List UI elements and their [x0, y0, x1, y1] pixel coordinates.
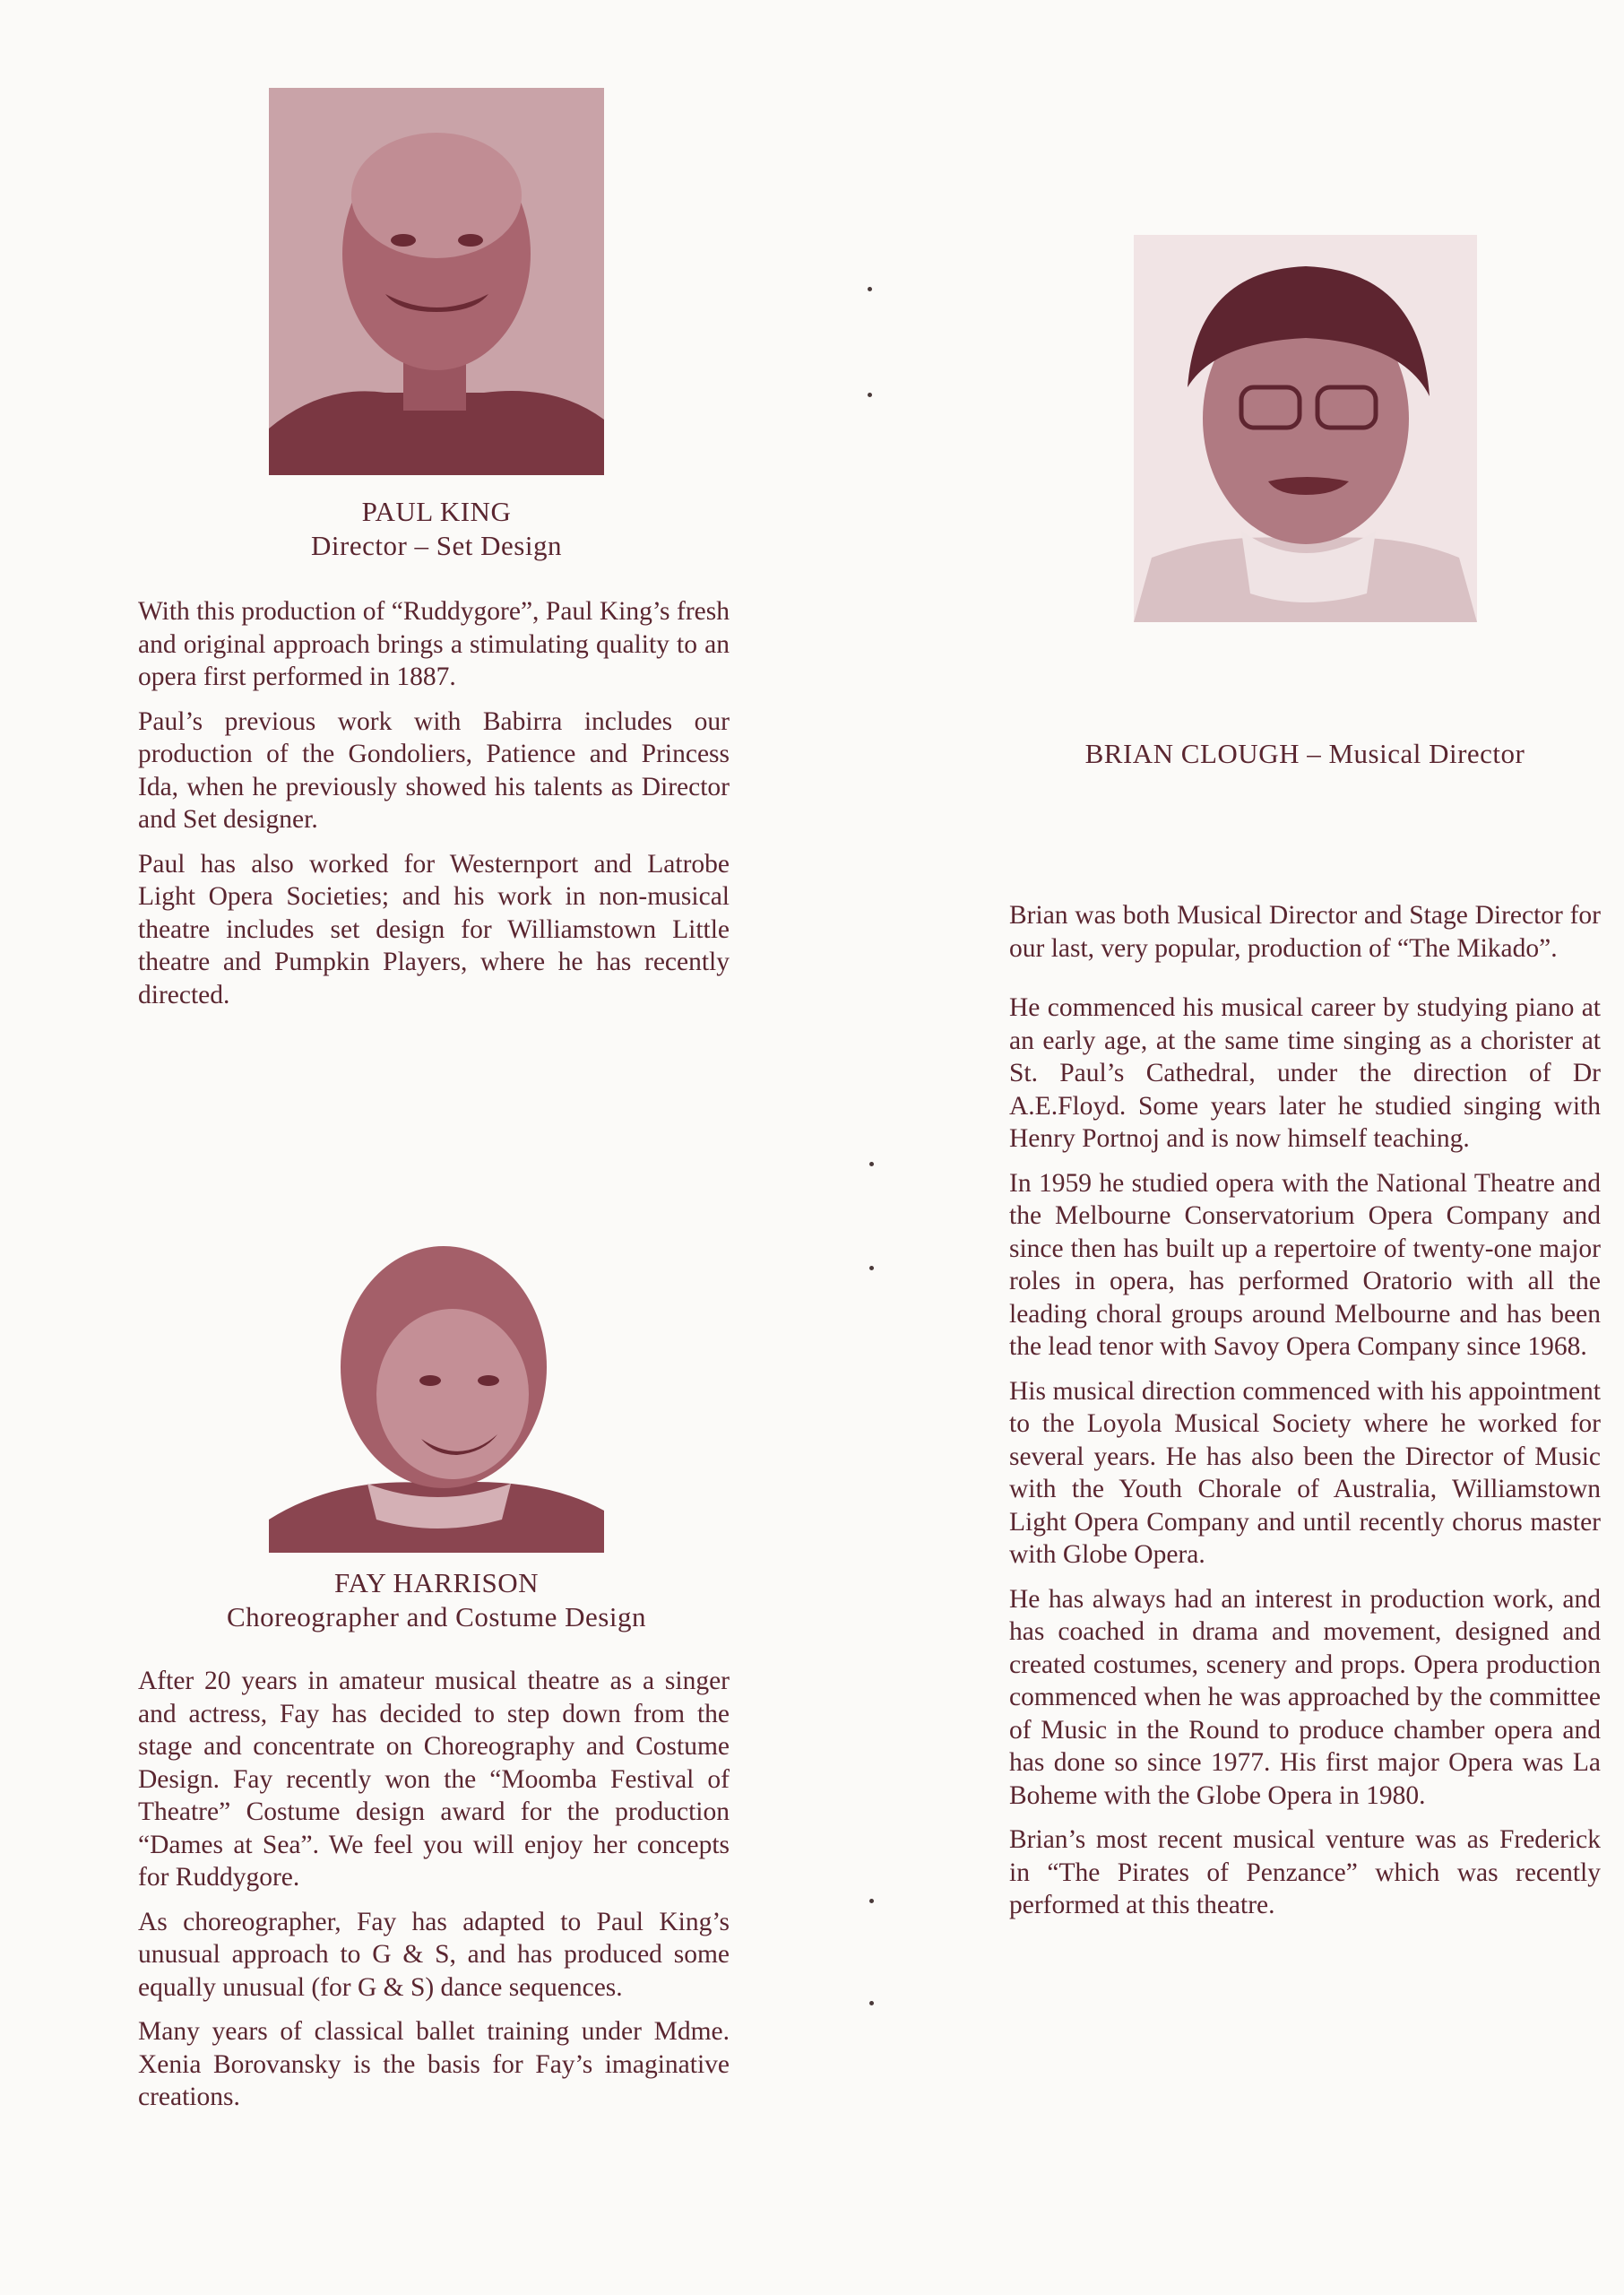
person-name: FAY HARRISON — [334, 1567, 539, 1598]
portrait-photo-icon — [1134, 235, 1477, 622]
binding-mark — [869, 1266, 874, 1270]
fay-harrison-name — [152, 1566, 721, 1634]
bio-paragraph: As choreographer, Fay has adapted to Paul King’s unusual approach to G & S, and has produced some equally unusual (for G & S) dance sequences. — [138, 1907, 730, 2002]
person-role: Director – Set Design — [311, 530, 562, 561]
brian-clough-bio — [1009, 899, 1601, 1934]
binding-mark — [869, 1162, 874, 1166]
bio-paragraph: His musical direction commenced with his appointment to the Loyola Musical Society where he worked for several years. He has also been the Director of Music with the Youth Chorale of Australia, Williamstown Light Opera Company and until recently chorus master with Globe Opera. — [1009, 1376, 1601, 1569]
portrait-photo-icon — [269, 88, 604, 475]
fay-harrison-bio — [138, 1665, 730, 2126]
paul-king-name — [224, 495, 649, 563]
bio-paragraph: In 1959 he studied opera with the National Theatre and the Melbourne Conservatorium Opera Company and since then has built up a repertoire of twenty-one major roles in opera, has performed Oratorio with all the leading choral groups around Melbourne and has been the lead tenor with Savoy Opera Company since 1968. — [1009, 1168, 1601, 1361]
person-name: PAUL KING — [361, 496, 512, 527]
brian-clough-heading: BRIAN CLOUGH – Musical Director — [1084, 738, 1525, 769]
paul-king-photo — [269, 88, 604, 475]
bio-paragraph: Brian was both Musical Director and Stage Director for our last, very popular, production of “The Mikado”. — [1009, 901, 1601, 963]
paul-king-bio — [138, 595, 730, 1023]
bio-paragraph: He commenced his musical career by studying piano at an early age, at the same time singing as a chorister at St. Paul’s Cathedral, under the direction of Dr A.E.Floyd. Some years later he studied singing with Henry Portnoj and is now himself teaching. — [1009, 993, 1601, 1153]
binding-mark — [869, 2001, 874, 2005]
brian-clough-photo — [1134, 235, 1477, 622]
bio-paragraph: Many years of classical ballet training under Mdme. Xenia Borovansky is the basis for Fay’s imaginative creations. — [138, 2017, 730, 2111]
binding-mark — [868, 287, 872, 291]
fay-harrison-photo — [269, 1215, 604, 1553]
portrait-photo-icon — [269, 1215, 604, 1553]
person-role: Choreographer and Costume Design — [227, 1601, 646, 1632]
binding-mark — [869, 1899, 874, 1903]
bio-paragraph: After 20 years in amateur musical theatre as a singer and actress, Fay has decided to step down from the stage and concentrate on Choreography and Costume Design. Fay recently won the “Moomba Festival of Theatre” Costume design award for the production “Dames at Sea”. We feel you will enjoy her concepts for Ruddygore. — [138, 1667, 730, 1892]
bio-paragraph: Paul’s previous work with Babirra includes our production of the Gondoliers, Patience and Princess Ida, when he previously showed his talents as Director and Set designer. — [138, 706, 730, 834]
bio-paragraph: Paul has also worked for Westernport and Latrobe Light Opera Societies; and his work in non-musical theatre includes set design for Williamstown Little theatre and Pumpkin Players, where he has recently directed. — [138, 849, 730, 1009]
bio-paragraph: With this production of “Ruddygore”, Paul King’s fresh and original approach brings a stimulating quality to an opera first performed in 1887. — [138, 597, 730, 691]
bio-paragraph: He has always had an interest in production work, and has coached in drama and movement, designed and created costumes, scenery and props. Opera production commenced when he was approached by the committee of Music in the Round to produce chamber opera and has done so since 1977. His first major Opera was La Boheme with the Globe Opera in 1980. — [1009, 1584, 1601, 1810]
binding-mark — [868, 393, 872, 397]
bio-paragraph: Brian’s most recent musical venture was as Frederick in “The Pirates of Penzance” which was recently performed at this theatre. — [1009, 1825, 1601, 1919]
